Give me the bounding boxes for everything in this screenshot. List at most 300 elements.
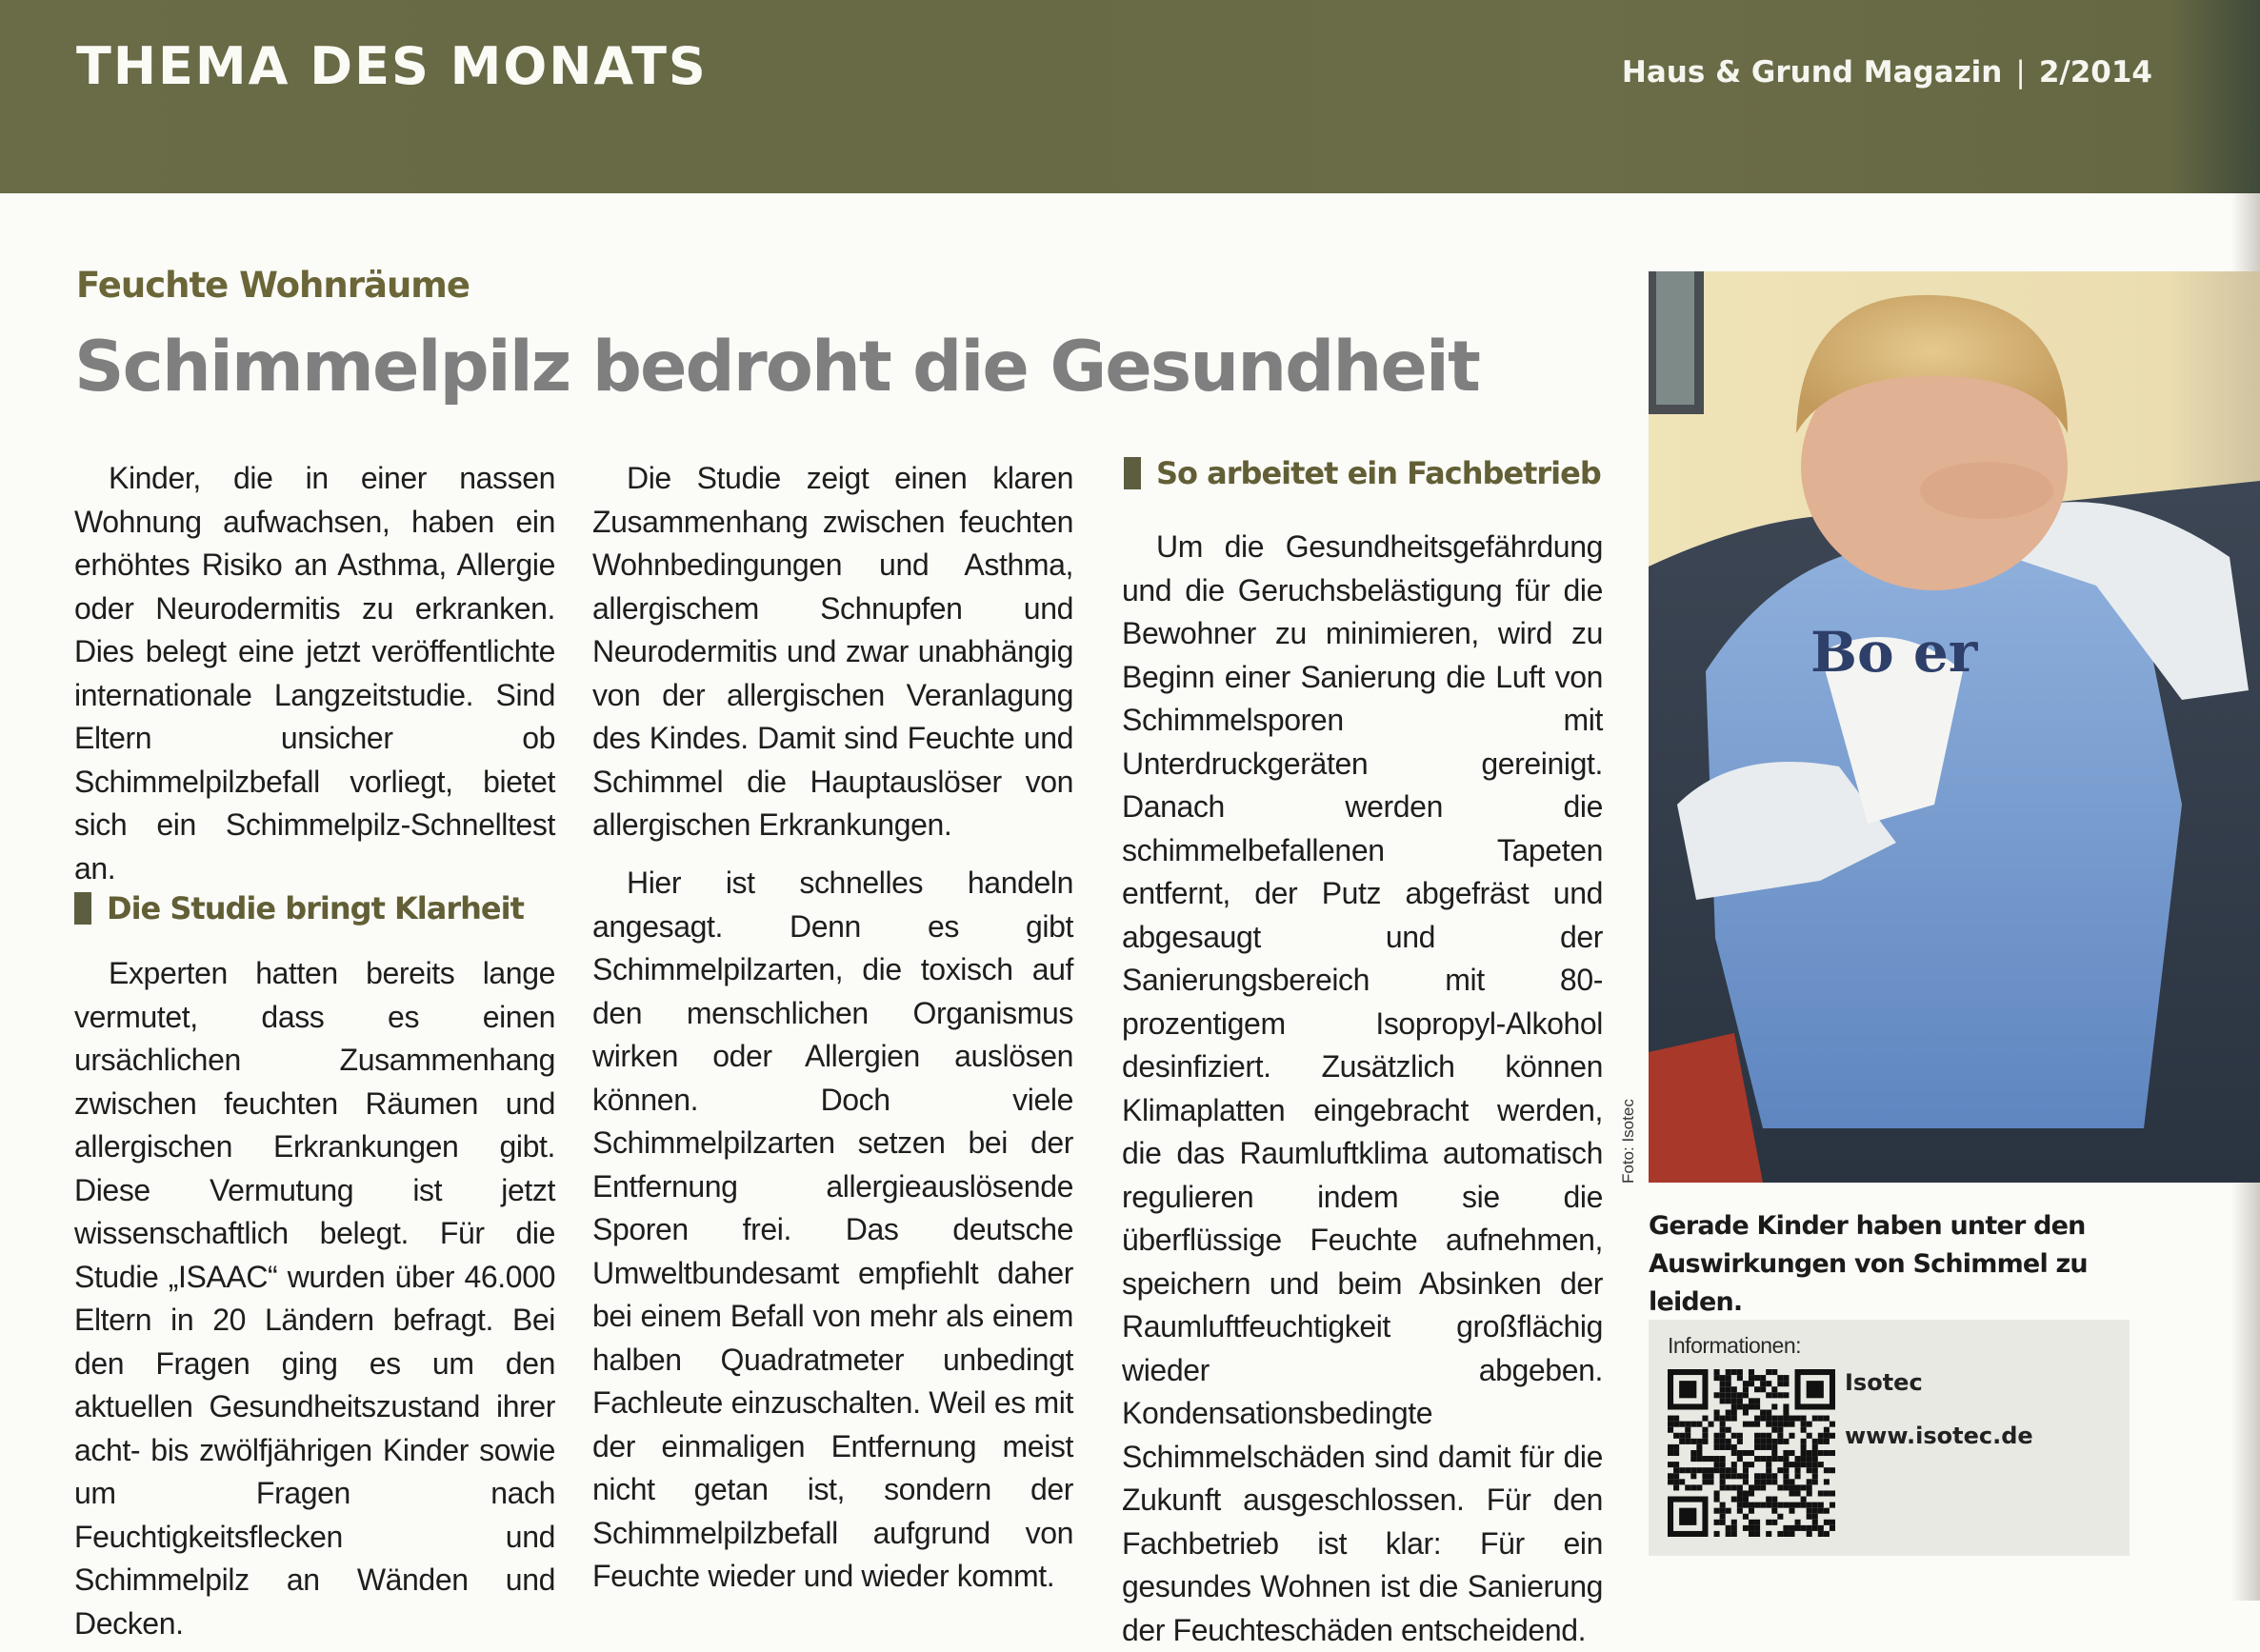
- qr-module: [1731, 1403, 1737, 1409]
- qr-module: [1702, 1433, 1708, 1439]
- qr-module: [1812, 1467, 1818, 1473]
- qr-module: [1673, 1462, 1679, 1467]
- qr-module: [1690, 1439, 1696, 1444]
- qr-module: [1720, 1422, 1726, 1427]
- qr-module: [1696, 1484, 1702, 1490]
- qr-module: [1754, 1525, 1760, 1531]
- qr-module: [1830, 1433, 1835, 1439]
- qr-module: [1777, 1456, 1783, 1462]
- qr-module: [1807, 1381, 1824, 1398]
- qr-module: [1771, 1520, 1777, 1525]
- qr-module: [1801, 1484, 1807, 1490]
- qr-module: [1708, 1422, 1713, 1427]
- qr-module: [1702, 1416, 1708, 1422]
- qr-module: [1789, 1503, 1794, 1508]
- intro-column: [74, 457, 555, 890]
- qr-module: [1720, 1439, 1726, 1444]
- info-company: Isotec: [1845, 1369, 1923, 1396]
- qr-module: [1789, 1484, 1794, 1490]
- info-website-link[interactable]: www.isotec.de: [1845, 1423, 2033, 1449]
- qr-module: [1766, 1416, 1771, 1422]
- qr-module: [1777, 1381, 1783, 1386]
- qr-module: [1766, 1444, 1771, 1450]
- qr-module: [1749, 1369, 1754, 1375]
- qr-module: [1731, 1497, 1737, 1503]
- qr-module: [1749, 1490, 1754, 1496]
- qr-module: [1731, 1392, 1737, 1398]
- qr-module: [1731, 1398, 1737, 1403]
- qr-module: [1760, 1375, 1766, 1381]
- qr-module: [1807, 1490, 1812, 1496]
- qr-module: [1771, 1427, 1777, 1433]
- qr-module: [1771, 1369, 1777, 1375]
- qr-module: [1766, 1422, 1771, 1427]
- qr-module: [1743, 1503, 1749, 1508]
- qr-module: [1720, 1503, 1726, 1508]
- qr-module: [1702, 1456, 1708, 1462]
- qr-module: [1743, 1479, 1749, 1484]
- specialist-paragraph: Um die Gesundheitsgefährdung und die Geruchsbelästigung für die Bewohner zu minimieren, wird zu Beginn einer Sanierung die Luft von Schimmelsporen mit Unterdruckgeräten gereinigt. Danach werden die schimmelbefallenen Tapeten entfernt, der Putz abgefräst und abgesaugt und der Sanierungsbereich mit 80-prozentigem Isopropyl-Alkohol desinfiziert. Zusätzlich können Klimaplatten eingebracht werden, die das Raumluftklima automatisch regulieren indem sie die überflüssige Feuchte aufnehmen, speichern und beim Absinken der Raumluftfeuchtigkeit großflächig wieder abgeben. Kondensationsbedingte Schimmelschäden sind damit für die Zukunft ausgeschlossen. Für den Fachbetrieb ist klar: Für ein gesundes Wohnen ist die Sanierung der Feuchteschäden entscheidend.: [1122, 529, 1603, 1647]
- qr-module: [1720, 1427, 1726, 1433]
- qr-module: [1726, 1409, 1731, 1415]
- qr-module: [1749, 1422, 1754, 1427]
- qr-module: [1685, 1427, 1690, 1433]
- qr-module: [1679, 1433, 1685, 1439]
- qr-module: [1737, 1503, 1743, 1508]
- photo-hand: [1920, 462, 2053, 519]
- qr-module: [1679, 1422, 1685, 1427]
- qr-module: [1807, 1479, 1812, 1484]
- qr-module: [1766, 1392, 1771, 1398]
- qr-module: [1702, 1473, 1708, 1479]
- qr-module: [1801, 1503, 1807, 1508]
- qr-module: [1743, 1409, 1749, 1415]
- qr-module: [1812, 1456, 1818, 1462]
- qr-module: [1690, 1467, 1696, 1473]
- qr-module: [1777, 1467, 1783, 1473]
- qr-module: [1771, 1497, 1777, 1503]
- qr-module: [1720, 1416, 1726, 1422]
- qr-module: [1749, 1403, 1754, 1409]
- qr-module: [1771, 1444, 1777, 1450]
- qr-module: [1702, 1439, 1708, 1444]
- qr-module: [1789, 1462, 1794, 1467]
- qr-module: [1714, 1375, 1720, 1381]
- qr-module: [1760, 1409, 1766, 1415]
- qr-module: [1812, 1439, 1818, 1444]
- qr-module: [1771, 1392, 1777, 1398]
- qr-module: [1783, 1392, 1789, 1398]
- qr-module: [1807, 1433, 1812, 1439]
- qr-module: [1720, 1520, 1726, 1525]
- qr-module: [1754, 1386, 1760, 1392]
- qr-module: [1673, 1444, 1679, 1450]
- qr-module: [1731, 1462, 1737, 1467]
- qr-module: [1824, 1520, 1830, 1525]
- qr-module: [1801, 1416, 1807, 1422]
- qr-module: [1783, 1503, 1789, 1508]
- qr-module: [1731, 1520, 1737, 1525]
- qr-module: [1789, 1525, 1794, 1531]
- article-photo: [1649, 271, 2260, 1183]
- subheading-study: [74, 890, 524, 926]
- qr-module: [1771, 1473, 1777, 1479]
- qr-module: [1760, 1433, 1766, 1439]
- qr-module: [1754, 1484, 1760, 1490]
- qr-module: [1824, 1479, 1830, 1484]
- qr-module: [1789, 1479, 1794, 1484]
- qr-module: [1720, 1462, 1726, 1467]
- qr-module: [1777, 1531, 1783, 1537]
- qr-module: [1714, 1439, 1720, 1444]
- qr-module: [1685, 1422, 1690, 1427]
- qr-module: [1801, 1456, 1807, 1462]
- qr-module: [1737, 1450, 1743, 1456]
- qr-module: [1754, 1422, 1760, 1427]
- qr-module: [1726, 1473, 1731, 1479]
- qr-module: [1789, 1450, 1794, 1456]
- qr-module: [1668, 1450, 1673, 1456]
- qr-module: [1754, 1403, 1760, 1409]
- qr-module: [1760, 1473, 1766, 1479]
- qr-module: [1714, 1467, 1720, 1473]
- qr-module: [1743, 1392, 1749, 1398]
- qr-module: [1760, 1444, 1766, 1450]
- qr-module: [1749, 1503, 1754, 1508]
- qr-module: [1801, 1427, 1807, 1433]
- middle-column-top: [592, 457, 1073, 847]
- qr-module: [1673, 1467, 1679, 1473]
- qr-module: [1783, 1484, 1789, 1490]
- qr-module: [1714, 1462, 1720, 1467]
- qr-module: [1726, 1531, 1731, 1537]
- qr-module: [1668, 1416, 1673, 1422]
- qr-module: [1812, 1462, 1818, 1467]
- qr-module: [1812, 1450, 1818, 1456]
- qr-module: [1766, 1439, 1771, 1444]
- qr-module: [1679, 1508, 1696, 1525]
- qr-module: [1801, 1525, 1807, 1531]
- qr-module: [1685, 1484, 1690, 1490]
- qr-module: [1807, 1462, 1812, 1467]
- qr-module: [1801, 1450, 1807, 1456]
- qr-module: [1771, 1403, 1777, 1409]
- qr-module: [1731, 1433, 1737, 1439]
- qr-module: [1754, 1444, 1760, 1450]
- qr-module: [1771, 1479, 1777, 1484]
- qr-module: [1807, 1484, 1812, 1490]
- qr-module: [1783, 1439, 1789, 1444]
- qr-module: [1783, 1467, 1789, 1473]
- qr-module: [1818, 1450, 1824, 1456]
- qr-module: [1749, 1462, 1754, 1467]
- subheading-text: Die Studie bringt Klarheit: [107, 890, 524, 926]
- qr-module: [1830, 1467, 1835, 1473]
- qr-module: [1714, 1409, 1720, 1415]
- qr-module: [1807, 1456, 1812, 1462]
- qr-module: [1668, 1479, 1673, 1484]
- qr-module: [1760, 1416, 1766, 1422]
- qr-module: [1824, 1531, 1830, 1537]
- qr-module: [1720, 1467, 1726, 1473]
- photo-caption: Gerade Kinder haben unter den Auswirkungen von Schimmel zu leiden.: [1649, 1211, 2088, 1317]
- qr-module: [1743, 1403, 1749, 1409]
- subheading-bar-icon: [74, 892, 91, 925]
- qr-module: [1824, 1490, 1830, 1496]
- qr-module: [1795, 1456, 1801, 1462]
- qr-module: [1824, 1508, 1830, 1514]
- qr-module: [1673, 1473, 1679, 1479]
- qr-module: [1708, 1467, 1713, 1473]
- qr-module: [1720, 1386, 1726, 1392]
- qr-module: [1807, 1503, 1812, 1508]
- qr-module: [1766, 1433, 1771, 1439]
- qr-module: [1714, 1392, 1720, 1398]
- qr-module: [1783, 1525, 1789, 1531]
- qr-module: [1737, 1508, 1743, 1514]
- qr-module: [1749, 1450, 1754, 1456]
- qr-module: [1679, 1467, 1685, 1473]
- qr-module: [1818, 1531, 1824, 1537]
- qr-module: [1760, 1456, 1766, 1462]
- photo-shirt-print: Bo er: [1810, 620, 1978, 685]
- qr-module: [1818, 1439, 1824, 1444]
- qr-module: [1726, 1416, 1731, 1422]
- qr-module: [1766, 1503, 1771, 1508]
- qr-module: [1754, 1398, 1760, 1403]
- qr-module: [1771, 1456, 1777, 1462]
- qr-module: [1783, 1422, 1789, 1427]
- qr-module: [1754, 1531, 1760, 1537]
- qr-module: [1668, 1422, 1673, 1427]
- qr-module: [1807, 1508, 1812, 1514]
- qr-module: [1720, 1398, 1726, 1403]
- qr-module: [1737, 1403, 1743, 1409]
- qr-module: [1726, 1484, 1731, 1490]
- qr-module: [1795, 1503, 1801, 1508]
- qr-module: [1743, 1386, 1749, 1392]
- section-label: THEMA DES MONATS: [76, 36, 708, 96]
- qr-module: [1708, 1456, 1713, 1462]
- qr-module: [1731, 1473, 1737, 1479]
- qr-module: [1777, 1503, 1783, 1508]
- qr-module: [1777, 1416, 1783, 1422]
- qr-module: [1702, 1479, 1708, 1484]
- qr-module: [1696, 1456, 1702, 1462]
- qr-module: [1754, 1479, 1760, 1484]
- qr-module: [1812, 1525, 1818, 1531]
- qr-module: [1812, 1508, 1818, 1514]
- qr-module: [1720, 1375, 1726, 1381]
- qr-module: [1754, 1456, 1760, 1462]
- qr-module: [1754, 1520, 1760, 1525]
- qr-module: [1720, 1479, 1726, 1484]
- qr-module: [1795, 1416, 1801, 1422]
- qr-module: [1812, 1416, 1818, 1422]
- qr-module: [1668, 1473, 1673, 1479]
- qr-module: [1737, 1375, 1743, 1381]
- qr-module: [1807, 1450, 1812, 1456]
- qr-module: [1789, 1531, 1794, 1537]
- qr-module: [1830, 1525, 1835, 1531]
- qr-module: [1720, 1433, 1726, 1439]
- qr-module: [1818, 1503, 1824, 1508]
- qr-module: [1668, 1462, 1673, 1467]
- qr-module: [1749, 1381, 1754, 1386]
- qr-module: [1777, 1514, 1783, 1520]
- qr-module: [1743, 1422, 1749, 1427]
- middle-column-bottom: [592, 862, 1073, 1599]
- qr-module: [1783, 1381, 1789, 1386]
- qr-module: [1749, 1484, 1754, 1490]
- qr-module: [1766, 1467, 1771, 1473]
- qr-module: [1801, 1422, 1807, 1427]
- qr-module: [1720, 1444, 1726, 1450]
- qr-module: [1783, 1473, 1789, 1479]
- qr-module: [1679, 1381, 1696, 1398]
- qr-code-icon[interactable]: [1668, 1369, 1835, 1537]
- qr-module: [1818, 1433, 1824, 1439]
- qr-module: [1777, 1422, 1783, 1427]
- header-separator: |: [2015, 55, 2026, 90]
- qr-module: [1789, 1422, 1794, 1427]
- qr-module: [1795, 1484, 1801, 1490]
- qr-module: [1807, 1467, 1812, 1473]
- qr-module: [1754, 1375, 1760, 1381]
- qr-module: [1720, 1508, 1726, 1514]
- qr-module: [1766, 1381, 1771, 1386]
- qr-module: [1783, 1456, 1789, 1462]
- qr-module: [1743, 1462, 1749, 1467]
- subheading-bar-icon: [1124, 457, 1141, 489]
- qr-module: [1731, 1467, 1737, 1473]
- study-paragraph: Experten hatten bereits lange vermutet, dass es einen ursächlichen Zusammenhang zwischen feuchten Räumen und allergischen Erkrankungen gibt. Diese Vermutung ist jetzt wissenschaftlich belegt. Für die Studie „ISAAC“ wurden über 46.000 Eltern in 20 Ländern befragt. Bei den Fragen ging es um den aktuellen Gesundheitszustand ihrer acht- bis zwölfjährigen Kinder sowie um Fragen nach Feuchtigkeitsflecken und Schimmelpilz an Wänden und Decken.: [74, 956, 555, 1641]
- info-label: Informationen:: [1668, 1333, 1802, 1358]
- qr-module: [1696, 1444, 1702, 1450]
- qr-module: [1818, 1508, 1824, 1514]
- qr-module: [1801, 1439, 1807, 1444]
- qr-module: [1720, 1381, 1726, 1386]
- qr-module: [1737, 1484, 1743, 1490]
- qr-module: [1766, 1479, 1771, 1484]
- qr-module: [1801, 1497, 1807, 1503]
- qr-module: [1726, 1525, 1731, 1531]
- qr-module: [1801, 1462, 1807, 1467]
- qr-module: [1766, 1473, 1771, 1479]
- qr-module: [1766, 1369, 1771, 1375]
- qr-module: [1726, 1444, 1731, 1450]
- qr-module: [1812, 1514, 1818, 1520]
- qr-module: [1679, 1479, 1685, 1484]
- qr-module: [1789, 1433, 1794, 1439]
- info-box: [1649, 1320, 2130, 1556]
- qr-module: [1685, 1433, 1690, 1439]
- photo-frame-inner: [1656, 271, 1694, 405]
- qr-module: [1777, 1439, 1783, 1444]
- qr-module: [1726, 1369, 1731, 1375]
- qr-module: [1714, 1497, 1720, 1503]
- qr-module: [1754, 1503, 1760, 1508]
- qr-module: [1749, 1520, 1754, 1525]
- qr-module: [1771, 1503, 1777, 1508]
- qr-module: [1731, 1531, 1737, 1537]
- qr-module: [1766, 1520, 1771, 1525]
- qr-module: [1720, 1456, 1726, 1462]
- qr-module: [1731, 1444, 1737, 1450]
- qr-module: [1777, 1427, 1783, 1433]
- qr-module: [1726, 1398, 1731, 1403]
- qr-module: [1737, 1439, 1743, 1444]
- qr-module: [1743, 1473, 1749, 1479]
- qr-module: [1731, 1386, 1737, 1392]
- qr-module: [1714, 1433, 1720, 1439]
- study-column: [74, 952, 555, 1645]
- qr-module: [1673, 1450, 1679, 1456]
- child-photo-illustration: [1649, 271, 2260, 1183]
- qr-module: [1673, 1479, 1679, 1484]
- qr-module: [1783, 1375, 1789, 1381]
- qr-module: [1760, 1381, 1766, 1386]
- qr-module: [1824, 1427, 1830, 1433]
- qr-module: [1766, 1409, 1771, 1415]
- qr-module: [1749, 1525, 1754, 1531]
- qr-module: [1812, 1520, 1818, 1525]
- qr-module: [1726, 1375, 1731, 1381]
- qr-module: [1737, 1398, 1743, 1403]
- qr-module: [1714, 1531, 1720, 1537]
- qr-module: [1720, 1473, 1726, 1479]
- qr-module: [1668, 1427, 1673, 1433]
- qr-module: [1685, 1467, 1690, 1473]
- qr-module: [1754, 1439, 1760, 1444]
- qr-module: [1685, 1439, 1690, 1444]
- qr-module: [1690, 1450, 1696, 1456]
- qr-module: [1795, 1520, 1801, 1525]
- qr-module: [1818, 1462, 1824, 1467]
- qr-module: [1708, 1479, 1713, 1484]
- qr-module: [1777, 1433, 1783, 1439]
- qr-module: [1754, 1473, 1760, 1479]
- qr-module: [1807, 1525, 1812, 1531]
- qr-module: [1702, 1427, 1708, 1433]
- qr-module: [1783, 1403, 1789, 1409]
- qr-module: [1824, 1450, 1830, 1456]
- qr-module: [1766, 1497, 1771, 1503]
- qr-module: [1771, 1450, 1777, 1456]
- qr-module: [1795, 1467, 1801, 1473]
- qr-module: [1783, 1416, 1789, 1422]
- qr-module: [1783, 1409, 1789, 1415]
- photo-credit: Foto: Isotec: [1619, 1099, 1637, 1184]
- article-kicker: Feuchte Wohnräume: [76, 265, 470, 306]
- qr-module: [1726, 1386, 1731, 1392]
- qr-module: [1714, 1490, 1720, 1496]
- issue-number: 2/2014: [2038, 55, 2152, 90]
- issue-info: [1622, 55, 2152, 90]
- qr-module: [1749, 1508, 1754, 1514]
- qr-module: [1696, 1439, 1702, 1444]
- qr-module: [1760, 1484, 1766, 1490]
- qr-module: [1714, 1369, 1720, 1375]
- qr-module: [1824, 1439, 1830, 1444]
- subheading-specialist: [1124, 455, 1601, 491]
- qr-module: [1679, 1439, 1685, 1444]
- qr-module: [1771, 1422, 1777, 1427]
- qr-module: [1673, 1422, 1679, 1427]
- qr-module: [1766, 1531, 1771, 1537]
- qr-module: [1743, 1525, 1749, 1531]
- qr-module: [1807, 1514, 1812, 1520]
